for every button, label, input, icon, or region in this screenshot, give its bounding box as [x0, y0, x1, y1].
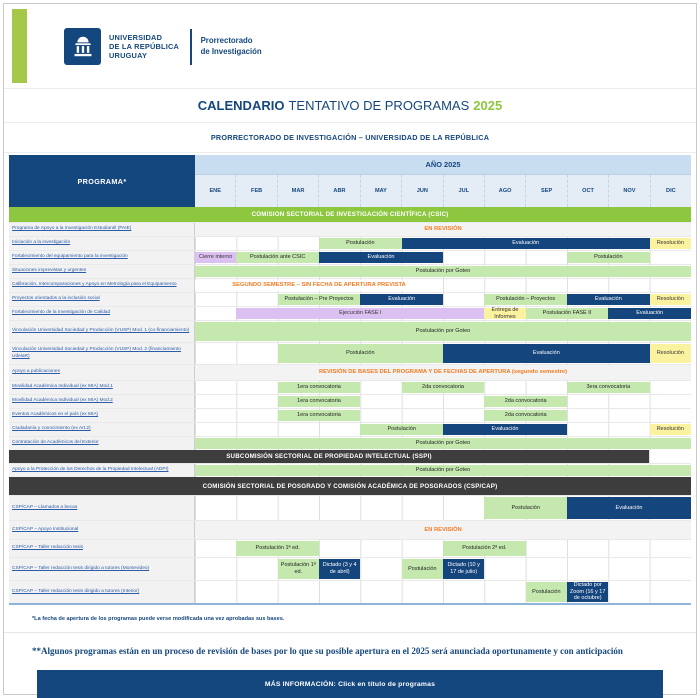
program-column-header: PROGRAMA* — [9, 155, 195, 207]
table-row — [9, 463, 691, 477]
footnote-apertura: *La fecha de apertura de los programas puede verse modificada una vez aprobadas sus bases. — [4, 605, 696, 633]
program-cell — [9, 343, 195, 364]
month-header: JUN — [401, 175, 442, 207]
bar-blue: Dictado (3 y 4 de abril) — [319, 559, 360, 579]
unit-name-line1: Prorrectorado — [200, 36, 253, 46]
bar-green: 2da convocatoria — [484, 410, 567, 421]
bar-blue: Evaluación — [608, 308, 691, 319]
bar-blue: Evaluación — [567, 294, 650, 305]
unit-name — [201, 36, 262, 56]
program-cell — [9, 321, 195, 342]
footnote-revision: **Algunos programas están en un proceso de revisión de bases por lo que su posible apertura en el 2025 será anunciada oportunamente y con anticipación — [32, 646, 623, 656]
table-row — [9, 557, 691, 580]
bar-green: Postulación por Goteo — [195, 465, 691, 476]
udelar-shield-icon — [64, 28, 101, 65]
program-link[interactable]: Proyectos orientados a la inclusión social — [12, 296, 100, 302]
row-timeline — [195, 381, 691, 394]
bar-blue: Dictado por Zoom (16 y 17 de octubre) — [567, 582, 608, 602]
program-cell — [9, 464, 195, 477]
program-cell — [9, 307, 195, 320]
bar-green: Postulación — [526, 582, 567, 602]
month-header: MAY — [360, 175, 401, 207]
logo-divider — [190, 29, 192, 65]
udelar-logo-block — [64, 28, 262, 65]
bar-green: Postulación — [278, 344, 443, 363]
month-header: MAR — [277, 175, 318, 207]
program-link[interactable]: Calibración, Intercomparaciones y Apoyo en Metrología para el Equipamiento — [12, 282, 177, 288]
program-cell — [9, 437, 195, 450]
month-header: ENE — [209, 188, 221, 194]
row-timeline — [195, 437, 691, 450]
green-accent-bar — [12, 9, 27, 83]
unit-name-line2: de Investigación — [200, 46, 262, 56]
bar-green: 1era convocatoria — [278, 410, 361, 421]
bar-green: Postulación 1ª ed. — [278, 559, 319, 579]
table-row — [9, 264, 691, 278]
program-link[interactable]: Vinculación Universidad Sociedad y Producción (VUSP) Mod. 2 (financiamiento UdelaR) — [12, 347, 181, 359]
row-timeline — [195, 307, 691, 320]
bar-yellow: Resolución — [650, 294, 691, 305]
section-band-label: COMISION SECTORIAL DE INVESTIGACIÓN CIENTÍFICA (CSIC) — [251, 211, 449, 218]
bar-green: Postulación por Goteo — [195, 438, 691, 449]
bar-green: 1era convocatoria — [278, 382, 361, 393]
row-timeline — [195, 365, 691, 380]
program-cell — [9, 293, 195, 306]
bar-notice: EN REVISIÓN — [424, 226, 462, 233]
band-tail — [649, 450, 691, 463]
table-row — [9, 539, 691, 557]
program-link[interactable]: Eventos Académicos en el país (ex MIA) — [12, 412, 99, 418]
row-timeline — [195, 279, 691, 292]
calendar-rows — [9, 207, 691, 605]
row-timeline — [195, 251, 691, 264]
section-band-dark — [9, 477, 691, 495]
program-link[interactable]: Apoyo a publicaciones — [12, 369, 61, 375]
program-cell — [9, 251, 195, 264]
bar-notice: REVISIÓN DE BASES DEL PROGRAMA Y DE FECHAS DE APERTURA (segundo semestre) — [318, 369, 568, 376]
bar-blue: Evaluación — [402, 238, 650, 249]
program-cell — [9, 365, 195, 380]
program-cell — [9, 223, 195, 236]
program-cell — [9, 423, 195, 436]
table-row — [9, 278, 691, 292]
bar-purple: Ejecución FASE I — [236, 308, 484, 319]
bar-green: Postulación — [484, 497, 567, 519]
calendar-page — [3, 3, 697, 695]
bar-blue: Evaluación — [360, 294, 443, 305]
table-row — [9, 580, 691, 603]
table-row — [9, 520, 691, 539]
program-link[interactable]: Situaciones imprevistas y urgentes — [12, 268, 87, 274]
table-row — [9, 422, 691, 436]
program-cell — [9, 409, 195, 422]
program-link[interactable]: Movilidad Académica Individual (ex MIA) Mod.1 — [12, 384, 113, 390]
bar-blue: Evaluación — [443, 424, 567, 435]
table-row — [9, 495, 691, 520]
bar-notice-white: SEGUNDO SEMESTRE – SIN FECHA DE APERTURA PREVISTA — [195, 280, 443, 291]
more-info-band: MÁS INFORMACIÓN: Click en título de programas — [37, 670, 663, 698]
program-cell — [9, 540, 195, 557]
program-link[interactable]: CSP/CAP – Taller redacción tesis dirigido a tutores (Montevideo) — [12, 565, 150, 571]
page-header — [4, 4, 696, 89]
bar-green: Postulación por Goteo — [195, 322, 691, 341]
bar-blue: Evaluación — [443, 344, 650, 363]
table-row — [9, 380, 691, 394]
row-timeline — [195, 343, 691, 364]
table-row — [9, 320, 691, 342]
program-cell — [9, 395, 195, 408]
months-row — [195, 175, 691, 207]
table-row — [9, 250, 691, 264]
row-timeline — [195, 223, 691, 236]
bar-blue: Evaluación — [567, 497, 691, 519]
page-subtitle: PRORRECTORADO DE INVESTIGACIÓN – UNIVERSIDAD DE LA REPÚBLICA — [4, 123, 696, 153]
title-year: 2025 — [473, 98, 503, 113]
row-timeline — [195, 496, 691, 520]
row-timeline — [195, 265, 691, 278]
section-band-green — [9, 207, 691, 222]
program-cell — [9, 521, 195, 539]
row-timeline — [195, 423, 691, 436]
bar-yellow: Resolución — [650, 424, 691, 435]
table-row — [9, 342, 691, 364]
program-link[interactable]: CSP/CAP – Apoyo Institucional — [12, 526, 79, 532]
month-header: FEB — [235, 175, 276, 207]
table-row — [9, 436, 691, 450]
bar-green: Postulación ante CSIC — [236, 252, 319, 263]
university-name-line2: DE LA REPÚBLICA — [109, 41, 180, 51]
program-link[interactable]: Iniciación a la investigación — [12, 240, 71, 246]
bar-green: Postulación 1ª ed. — [236, 541, 319, 556]
calendar-table — [9, 155, 691, 605]
month-header: ABR — [318, 175, 359, 207]
row-timeline — [195, 321, 691, 342]
table-row — [9, 222, 691, 236]
section-band-label: COMISIÓN SECTORIAL DE POSGRADO Y COMISIÓN ACADÉMICA DE POSGRADOS (CSP/CAP) — [202, 482, 498, 490]
bar-green: Postulación — [402, 559, 443, 579]
row-timeline — [195, 237, 691, 250]
program-link[interactable]: Fortalecimiento del equipamiento para la investigación — [12, 254, 128, 260]
program-link[interactable]: CSP/CAP – Taller redacción tesis dirigido a tutores (Interior) — [12, 588, 140, 594]
month-header: OCT — [567, 175, 608, 207]
bar-green: Postulación por Goteo — [195, 266, 691, 277]
section-band-label: SUBCOMISIÓN SECTORIAL DE PROPIEDAD INTELECTUAL (SSPI) — [226, 453, 432, 460]
program-link[interactable]: Programa de Apoyo a la Investigación Estudiantil (PAIE) — [12, 226, 132, 232]
bar-green: Postulación – Pre Proyectos — [278, 294, 361, 305]
title-calendario: CALENDARIO — [197, 98, 285, 113]
table-row — [9, 306, 691, 320]
bar-purple: Cierre interno — [195, 252, 236, 263]
bar-green: Postulación — [319, 238, 402, 249]
table-row — [9, 364, 691, 380]
bar-notice: EN REVISIÓN — [424, 526, 462, 533]
bar-yellow: Resolución — [650, 238, 691, 249]
section-band-dark — [9, 450, 691, 463]
month-header: DIC — [650, 175, 691, 207]
bar-yellow: Entrega de Informes — [484, 308, 525, 319]
row-timeline — [195, 464, 691, 477]
bar-green: 2da convocatoria — [402, 382, 485, 393]
bar-yellow: Resolución — [650, 344, 691, 363]
program-cell — [9, 237, 195, 250]
program-link[interactable]: Contratación de Académicos del Exterior — [12, 440, 99, 446]
bar-blue: Dictado (10 y 17 de julio) — [443, 559, 484, 579]
program-link[interactable]: CSP/CAP – Taller redacción tesis — [12, 545, 84, 551]
program-link[interactable]: Ciudadanía y conocimiento (ex Art.2) — [12, 426, 91, 432]
bar-green: Postulación – Proyectos — [484, 294, 567, 305]
program-cell — [9, 265, 195, 278]
row-timeline — [195, 409, 691, 422]
row-timeline — [195, 293, 691, 306]
program-link[interactable]: Apoyo a la Protección de los Derechos de la Propiedad Intelectual (ADPI) — [12, 467, 169, 473]
program-cell — [9, 581, 195, 603]
program-link[interactable]: Vinculación Universidad Sociedad y Producción (VUSP) Mod. 1 (co-financiamiento) — [12, 328, 190, 334]
bar-green: Postulación — [360, 424, 443, 435]
table-row — [9, 292, 691, 306]
bar-green: 1era convocatoria — [278, 396, 361, 407]
bar-green: Postulación FASE II — [526, 308, 609, 319]
month-header: JUL — [443, 175, 484, 207]
program-link[interactable]: Movilidad Académica Individual (ex MIA) Mod.2 — [12, 398, 113, 404]
program-cell — [9, 496, 195, 520]
program-cell — [9, 279, 195, 292]
table-row — [9, 236, 691, 250]
row-timeline — [195, 558, 691, 580]
program-cell — [9, 558, 195, 580]
university-name — [109, 33, 179, 61]
row-timeline — [195, 521, 691, 539]
month-header: AGO — [484, 175, 525, 207]
building-icon — [70, 34, 96, 60]
bar-blue: Evaluación — [319, 252, 443, 263]
program-link[interactable]: Fortalecimiento de la Investigación de Calidad — [12, 310, 111, 316]
table-row — [9, 394, 691, 408]
program-cell — [9, 381, 195, 394]
row-timeline — [195, 581, 691, 603]
months-header-block — [195, 155, 691, 207]
table-header — [9, 155, 691, 207]
university-name-line1: UNIVERSIDAD — [109, 32, 163, 42]
table-row — [9, 408, 691, 422]
row-timeline — [195, 540, 691, 557]
year-header: AÑO 2025 — [195, 155, 691, 175]
page-title — [4, 89, 696, 123]
university-name-line3: URUGUAY — [109, 51, 148, 61]
bar-green: 2da convocatoria — [484, 396, 567, 407]
month-header: NOV — [608, 175, 649, 207]
bar-green: Postulación 2ª ed. — [443, 541, 526, 556]
bar-green: 3era convocatoria — [567, 382, 650, 393]
month-header: SEP — [525, 175, 566, 207]
row-timeline — [195, 395, 691, 408]
program-link[interactable]: CSP/CAP – Llamados a becas — [12, 504, 78, 510]
title-rest: TENTATIVO DE PROGRAMAS — [288, 98, 470, 113]
bar-green: Postulación — [567, 252, 650, 263]
